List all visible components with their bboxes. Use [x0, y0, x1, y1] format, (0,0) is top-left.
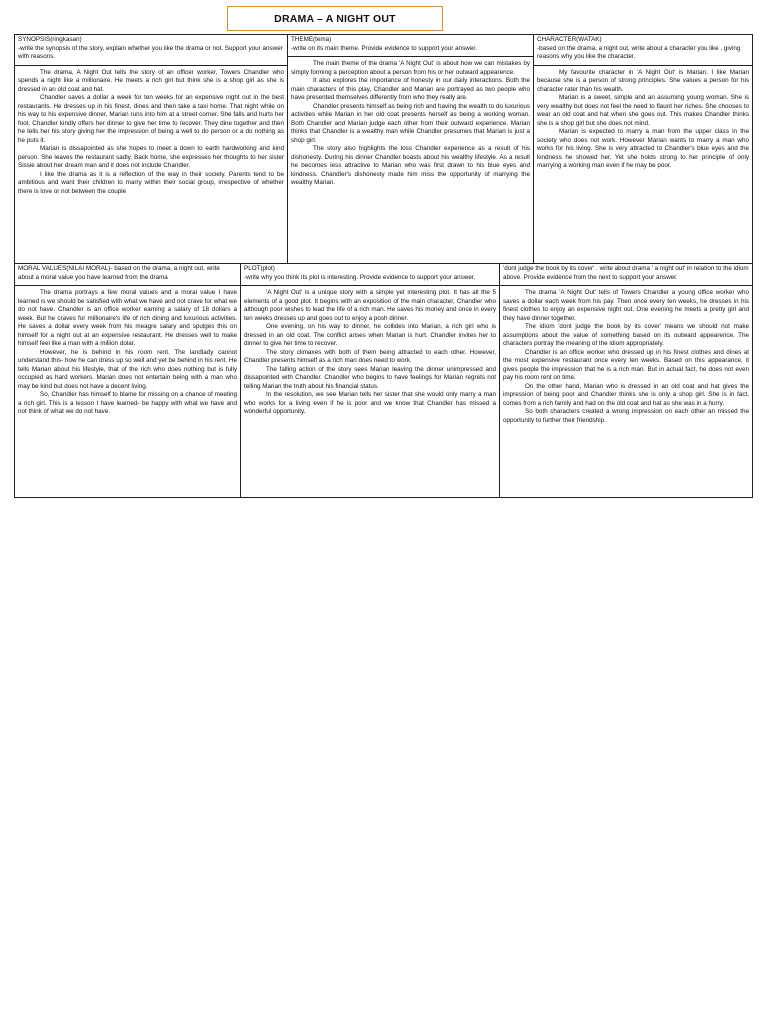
worksheet-table: [14, 34, 753, 498]
theme-paragraph: It also explores the importance of honesty in our daily interactions. Both the main characters of this play, Chandler and Marian are portrayed as two people who have presented themselves differently from who they really are.: [291, 77, 530, 101]
moral-values-body: [18, 289, 237, 417]
idiom-paragraph: The drama 'A Night Out' tells of Towers Chandler a young office worker who saves a dollar each week from his pay. Then once every ten weeks, he dresses in his finest clothes to enjoy an expensive night out. One evening he meets a pretty girl and they have dinner together.: [503, 289, 749, 322]
idiom-paragraph: Chandler is an office worker who dressed up in his finest clothes and dines at the most expensive restaurant once every ten weeks. Based on this appearance, it gives people the impression that he is a rich man. But in actual fact, he does not even pay his room rent on time.: [503, 348, 749, 381]
theme-header: [288, 36, 533, 57]
plot-paragraph: One evening, on his way to dinner, he collides into Marian, a rich girl who is dressed in an old coat. The conflict arises when Marian is hurt. Chandler invites her to dinner to give her time to recover.: [244, 323, 496, 347]
character-header: [534, 36, 752, 66]
synopsis-paragraph: The drama, A Night Out tells the story of an officer worker, Towers Chandler who spends a night like a millionaire. He meets a rich girl but think she is a shop girl as she is dressed in an old coat and hat.: [18, 68, 284, 93]
moral-values-heading: MORAL VALUES(NILAI MORAL)- based on the drama, a night out, write about a moral value you have learned from the drama: [18, 265, 220, 281]
plot-paragraph: The story climaxes with both of them being attracted to each other. However, Chandler presents himself as a rich man does need to work.: [244, 348, 496, 364]
synopsis-body: [18, 69, 284, 197]
idiom-cell: [500, 264, 753, 498]
theme-body: [291, 60, 530, 188]
moral-values-paragraph: So, Chandler has himself to blame for missing on a chance of meeting a rich girl. This is a lesson I have learned- be happy with what we have and not think of what we do not have.: [18, 391, 237, 415]
synopsis-paragraph: Chandler saves a dollar a week for ten weeks for an expensive night out in the best restaurants. He dresses up in his finest, dines and then take a taxi home. That night while on his way to his expensive dinner, Marian runs into him at a street corner. She falls and hurts her foot. Chandler kindly offers her dinner to give her time to recover. They dine together and then he tells her his story giving her the impression of being a well to do person or a do nothing as he puts it.: [18, 94, 284, 144]
theme-paragraph: The story also highlights the loss Chandler experience as a result of his dishonesty. During his dinner Chandler boasts about his wealthy lifestyle. As a result he becomes less attractive to Marian who was first drawn to his blue eyes and kindness. Chandler's dishonesty made him miss the opportunity of marrying the wealthy Marian.: [291, 145, 530, 186]
synopsis-header: [15, 36, 287, 66]
synopsis-cell: [15, 35, 288, 264]
theme-paragraph: Chandler presents himself as being rich and having the wealth to do luxurious activities while Marian in her old coat presents herself as being a working woman. Both Chandler and Marian judge each other from their outward experience. Marian thinks that Chandler is a wealthy man while Chandler presumes that Marian is just a shop girl.: [291, 102, 530, 144]
page-title: DRAMA – A NIGHT OUT: [227, 6, 443, 31]
character-instruction: -based on the drama, a night out, write about a character you like , giving reasons why you like the character.: [537, 44, 741, 60]
synopsis-instruction: -write the synopsis of the story, explain whether you like the drama or not. Support your answer with reasons.: [18, 44, 283, 60]
idiom-paragraph: So both characters created a wrong impression on each other an missed the opportunity to further their friendship.: [503, 408, 749, 424]
moral-values-paragraph: However, he is behind in his room rent. The landlady cannot understand this- how he can dress up so well and yet be behind in his rent. He tells Marian about his lifestyle, that of the rich who does nothing but is fully occupied as hard workers. Marian does not entertain being with a man who may be kind but does not have a decent living.: [18, 348, 237, 390]
plot-paragraph: 'A Night Out' is a unique story with a simple yet interesting plot. It has all the 5 elements of a good plot. It begins with an exposition of the main character, Chandler who although poor wishes to lead the life of a rich man. He saves his money and once in every ten weeks dresses up and goes out to enjoy a posh dinner.: [244, 289, 496, 322]
plot-instruction: -write why you think its plot is interesting. Provide evidence to support your answer.: [244, 273, 476, 281]
character-paragraph: My favourite character in 'A Night Out' is Marian. I like Marian because she is a person of strong principles. She values a person for his character rater than his wealth.: [537, 68, 749, 93]
plot-heading: PLOT(plot): [244, 265, 275, 272]
idiom-body: [503, 289, 749, 425]
character-paragraph: Marian is expected to marry a man from the upper class in the society who does not work. However Marian wants to marry a man who works for his living. She is very attracted to Chandler's blue eyes and the kindness he showed her. Yet she holds strong to her principle of only marrying a working man even if he may be poor.: [537, 128, 749, 169]
idiom-paragraph: The idiom 'dont judge the book by its cover' means we should not make assumptions about the value of something based on its outward appearence. The characters portray the meaning of the idiom appropriately.: [503, 323, 749, 347]
plot-header: [241, 265, 499, 286]
character-heading: CHARACTER(WATAK): [537, 36, 602, 43]
moral-values-paragraph: The drama portrays a few moral values and a moral value I have learned is we should be satisfied with what we have and not crave for what we do not have. Chandler is an office worker earning a salary of 18 dollars a week. But he craves for millionaire's life of rich dining and luxurious activities. He saves a dollar every week from his meagre salary and spulges this on himself for a night out at an expensive restaurant. He dresses well to make himself feel like a man with a million dolar.: [18, 289, 237, 347]
idiom-paragraph: On the other hand, Marian who is dressed in an old coat and hat gives the impression of being poor and Chandler thinks she is only a shop girl. She is in fact, comes from a rich family and had on the old coat and hat as she was in a hurry.: [503, 382, 749, 407]
character-body: [537, 69, 749, 171]
theme-paragraph: The main theme of the drama 'A Night Out' is about how we can mistakes by simply forming a perception about a person from his or her outward appearence.: [291, 60, 530, 76]
synopsis-paragraph: I like the drama as it is a reflection of the way in their society. Parents tend to be ambitious and want their children to marry within their social group, irrespective of whether there is love or not between the couple: [18, 170, 284, 195]
worksheet-row-1: [15, 35, 753, 264]
theme-instruction: -write on its main theme. Provide evidence to support your answer.: [291, 44, 477, 52]
moral-values-cell: [15, 264, 241, 498]
moral-values-header: [15, 265, 240, 286]
plot-body: [244, 289, 496, 417]
worksheet-row-2: [15, 264, 753, 498]
plot-cell: [241, 264, 500, 498]
synopsis-paragraph: Marian is dissapointed as she hopes to meet a down to earth hardworking and kind person. She leaves the restaurant sadly. Back home, she expresses her thoughts to her sister Sissie about her dream man and it does not include Chandler.: [18, 145, 284, 169]
plot-paragraph: The falling action of the story sees Marian leaving the dinner unimpressed and dissapointed with Chandler. Chandler who begins to have feelings for Marian regrets not telling Marian the truth about his financial status.: [244, 365, 496, 390]
theme-heading: THEME(tema): [291, 36, 332, 43]
theme-cell: [288, 35, 534, 264]
synopsis-heading: SYNOPSIS(ringkasan): [18, 36, 82, 43]
plot-paragraph: In the resolution, we see Marian tells her sister that she would only marry a man who works for a living even if he is poor and we know that Chandler has missed a wonderful opportunity.: [244, 391, 496, 415]
idiom-header: [500, 265, 752, 286]
idiom-heading: 'dont judge the book by its cover' . write about drama ' a night out' in relation to the idiom above. Provide evidence from the next to support your answer.: [503, 265, 749, 281]
character-cell: [534, 35, 753, 264]
character-paragraph: Marian is a sweet, simple and an assuming young woman. She is very wealthy but does not feel the need to flaunt her riches. She chooses to wear an old coat and hat when she goes out. This makes Chandler thinks she is a shop girl but she does not mind.: [537, 94, 749, 127]
